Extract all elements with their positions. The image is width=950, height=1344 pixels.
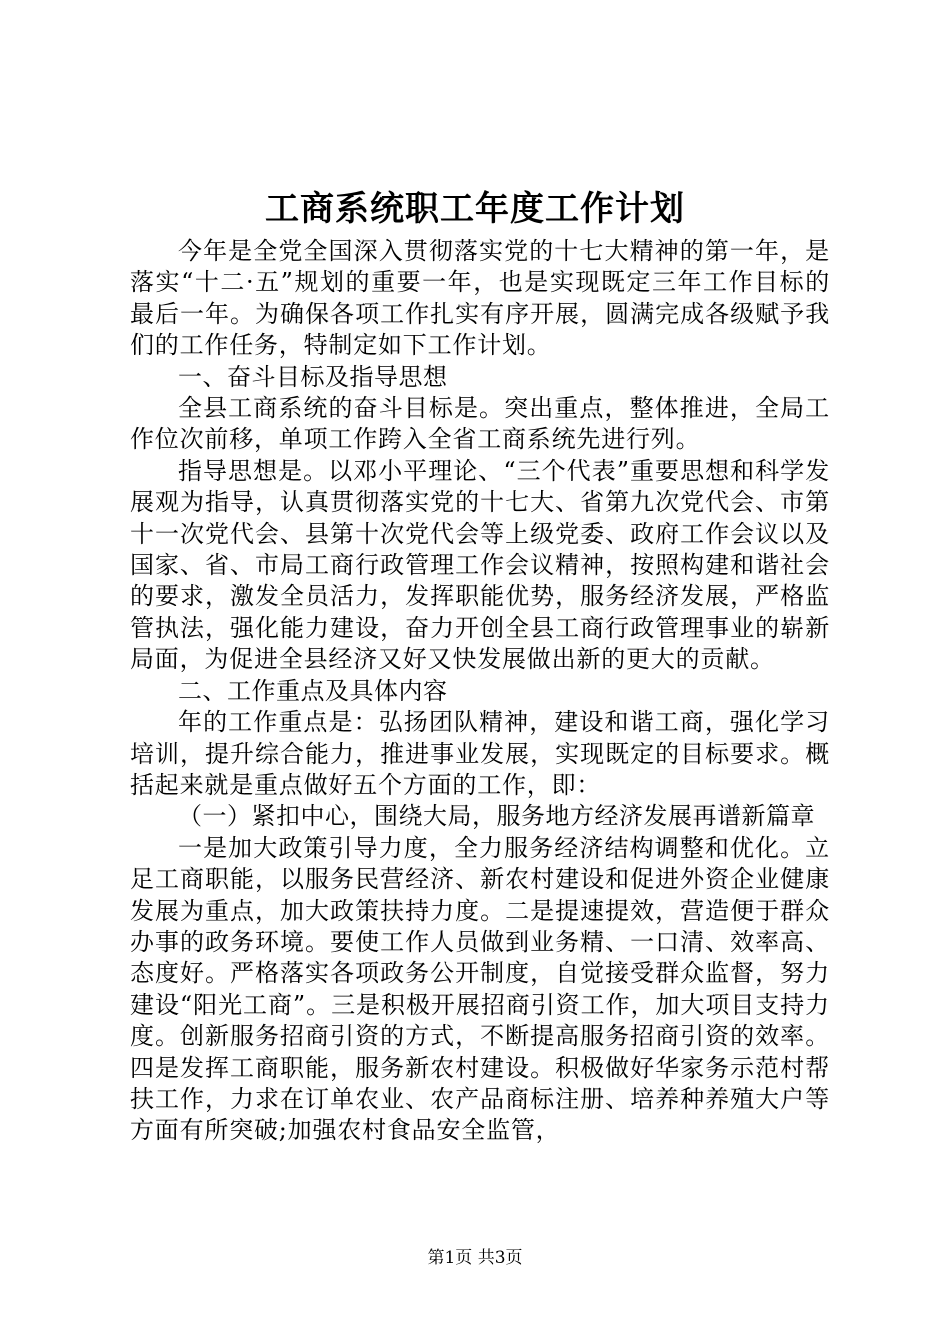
document-title: 工商系统职工年度工作计划 [265,189,685,229]
paragraph-guiding-ideology: 指导思想是。以邓小平理论、“三个代表”重要思想和科学发展观为指导，认真贯彻落实党的十七大、省第九次党代会、市第十一次党代会、县第十次党代会等上级党委、政府工作会议以及国家、省、市局工商行政管理工作会议精神，按照构建和谐社会的要求，激发全员活力，发挥职能优势，服务经济发展，严格监管执法，强化能力建设，奋力开创全县工商行政管理事业的崭新局面，为促进全县经济又好又快发展做出新的更大的贡献。 [130,456,830,674]
page-number-footer: 第1页 共3页 [427,1248,523,1268]
paragraph-intro: 今年是全党全国深入贯彻落实党的十七大精神的第一年，是落实“十二·五”规划的重要一年，也是实现既定三年工作目标的最后一年。为确保各项工作扎实有序开展，圆满完成各级赋予我们的工作任务，特制定如下工作计划。 [130,237,830,360]
paragraph-work-focus: 年的工作重点是：弘扬团队精神，建设和谐工商，强化学习培训，提升综合能力，推进事业发展，实现既定的目标要求。概括起来就是重点做好五个方面的工作，即： [130,708,830,799]
document-body [130,236,830,1147]
paragraph-goal: 全县工商系统的奋斗目标是。突出重点，整体推进，全局工作位次前移，单项工作跨入全省工商系统先进行列。 [130,394,830,454]
section-heading-goals: 一、奋斗目标及指导思想 [178,362,448,391]
paragraph-measures: 一是加大政策引导力度，全力服务经济结构调整和优化。立足工商职能，以服务民营经济、新农村建设和促进外资企业健康发展为重点，加大政策扶持力度。二是提速提效，营造便于群众办事的政务环境。要使工作人员做到业务精、一口清、效率高、态度好。严格落实各项政务公开制度，自觉接受群众监督，努力建设“阳光工商”。三是积极开展招商引资工作，加大项目支持力度。创新服务招商引资的方式，不断提高服务招商引资的效率。四是发挥工商职能，服务新农村建设。积极做好华家务示范村帮扶工作，力求在订单农业、农产品商标注册、培养种养殖大户等方面有所突破;加强农村食品安全监管， [130,833,830,1145]
section-heading-work-focus: 二、工作重点及具体内容 [178,676,448,705]
subsection-heading-1: （一）紧扣中心，围绕大局，服务地方经济发展再谱新篇章 [178,802,815,831]
